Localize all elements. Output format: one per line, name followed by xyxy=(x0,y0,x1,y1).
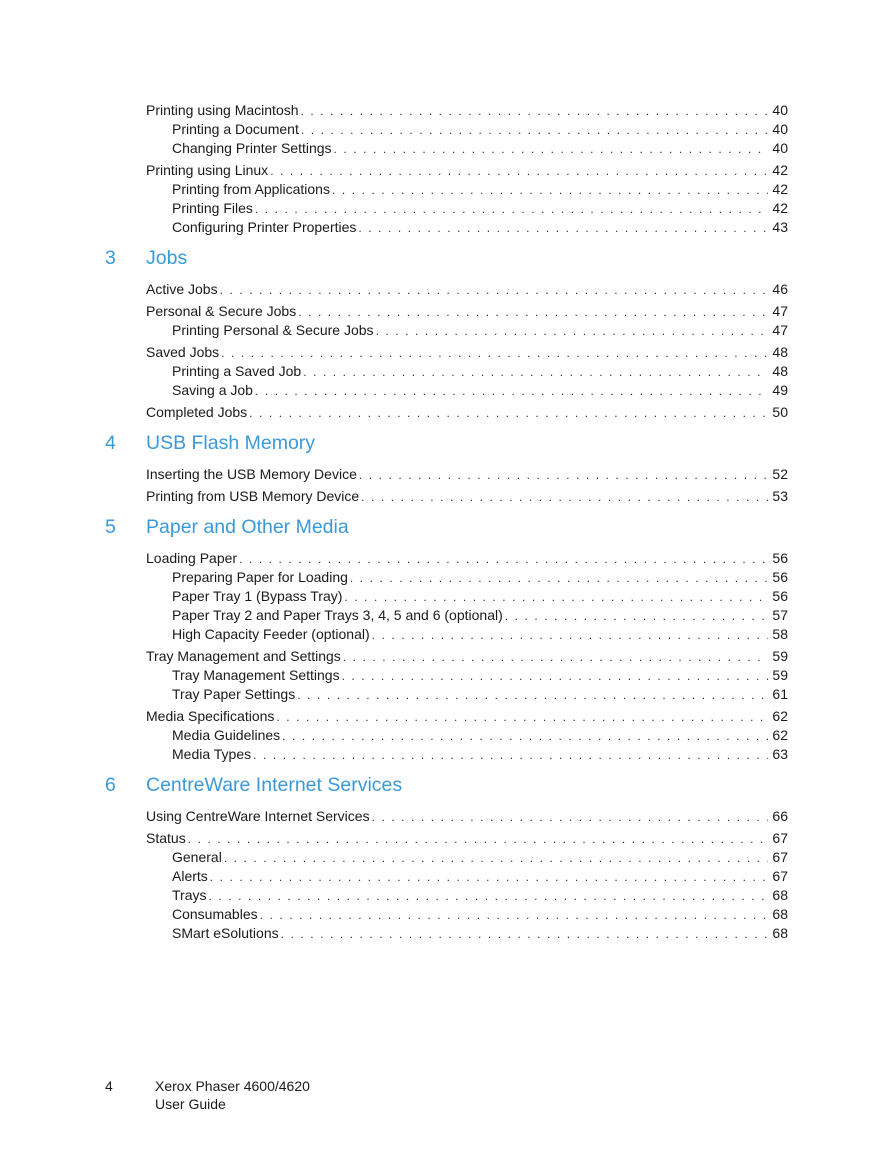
chapter-number: 4 xyxy=(105,432,116,454)
dot-leader xyxy=(301,121,769,139)
dot-leader xyxy=(334,140,769,158)
toc-entry-page: 42 xyxy=(772,181,788,197)
dot-leader xyxy=(303,363,768,381)
dot-leader xyxy=(372,626,769,644)
dot-leader xyxy=(270,162,768,180)
dot-leader xyxy=(260,906,769,924)
toc-entry-title: Saved Jobs xyxy=(146,344,220,360)
toc-entry[interactable] xyxy=(105,302,788,321)
toc-entry[interactable] xyxy=(105,647,788,666)
toc-entry-title: Consumables xyxy=(172,906,258,922)
dot-leader xyxy=(239,550,768,568)
dot-leader xyxy=(297,686,768,704)
toc-entry-page: 52 xyxy=(772,466,788,482)
footer-product-name: Xerox Phaser 4600/4620 xyxy=(155,1078,310,1094)
toc-subentry[interactable] xyxy=(105,905,788,924)
dot-leader xyxy=(255,200,769,218)
dot-leader xyxy=(359,466,769,484)
toc-entry-title: High Capacity Feeder (optional) xyxy=(172,626,370,642)
toc-entry-page: 58 xyxy=(772,626,788,642)
toc-entry-page: 50 xyxy=(772,404,788,420)
toc-entry-page: 57 xyxy=(772,607,788,623)
toc-subentry[interactable] xyxy=(105,924,788,943)
toc-entry-title: Media Guidelines xyxy=(172,727,281,743)
toc-entry-title: Saving a Job xyxy=(172,382,253,398)
chapter-title: Jobs xyxy=(146,247,188,269)
dot-leader xyxy=(298,303,768,321)
toc-entry-title: Paper Tray 2 and Paper Trays 3, 4, 5 and 6 (optional) xyxy=(172,607,503,623)
toc-subentry[interactable] xyxy=(105,321,788,340)
table-of-contents xyxy=(105,98,788,943)
toc-entry-page: 59 xyxy=(772,648,788,664)
dot-leader xyxy=(253,746,768,764)
toc-entry[interactable] xyxy=(105,403,788,422)
toc-entry-title: General xyxy=(172,849,222,865)
chapter-number: 6 xyxy=(105,774,116,796)
toc-entry-title: Using CentreWare Internet Services xyxy=(146,808,370,824)
toc-entry-page: 43 xyxy=(772,219,788,235)
toc-entry-page: 42 xyxy=(772,162,788,178)
toc-entry-page: 63 xyxy=(772,746,788,762)
toc-entry[interactable] xyxy=(105,807,788,826)
toc-entry-title: Tray Management and Settings xyxy=(146,648,341,664)
toc-subentry[interactable] xyxy=(105,848,788,867)
toc-entry-title: Preparing Paper for Loading xyxy=(172,569,348,585)
dot-leader xyxy=(344,588,768,606)
toc-subentry[interactable] xyxy=(105,685,788,704)
toc-entry-page: 56 xyxy=(772,588,788,604)
toc-subentry[interactable] xyxy=(105,381,788,400)
toc-entry-page: 68 xyxy=(772,887,788,903)
toc-entry-page: 46 xyxy=(772,281,788,297)
toc-entry-page: 56 xyxy=(772,569,788,585)
footer-page-number: 4 xyxy=(105,1078,113,1094)
chapter-title: USB Flash Memory xyxy=(146,432,316,454)
dot-leader xyxy=(221,344,768,362)
toc-entry[interactable] xyxy=(105,707,788,726)
toc-entry-page: 56 xyxy=(772,550,788,566)
dot-leader xyxy=(376,322,769,340)
chapter-title: CentreWare Internet Services xyxy=(146,774,403,796)
chapter-title: Paper and Other Media xyxy=(146,516,349,538)
chapter-heading[interactable] xyxy=(105,245,788,271)
toc-subentry[interactable] xyxy=(105,726,788,745)
dot-leader xyxy=(281,925,769,943)
dot-leader xyxy=(276,708,768,726)
chapter-heading[interactable] xyxy=(105,772,788,798)
toc-entry-page: 67 xyxy=(772,849,788,865)
toc-entry[interactable] xyxy=(105,280,788,299)
dot-leader xyxy=(361,488,768,506)
toc-entry-page: 47 xyxy=(772,322,788,338)
toc-subentry[interactable] xyxy=(105,199,788,218)
toc-entry-page: 62 xyxy=(772,727,788,743)
toc-entry-title: Tray Management Settings xyxy=(172,667,340,683)
dot-leader xyxy=(188,830,769,848)
toc-subentry[interactable] xyxy=(105,568,788,587)
toc-entry-title: Printing Personal & Secure Jobs xyxy=(172,322,374,338)
toc-entry-page: 47 xyxy=(772,303,788,319)
toc-entry[interactable] xyxy=(105,829,788,848)
dot-leader xyxy=(505,607,769,625)
toc-entry-title: Printing a Saved Job xyxy=(172,363,302,379)
chapter-number: 3 xyxy=(105,247,116,269)
toc-entry-page: 61 xyxy=(772,686,788,702)
toc-entry-title: Alerts xyxy=(172,868,208,884)
toc-entry-page: 67 xyxy=(772,830,788,846)
toc-entry-page: 66 xyxy=(772,808,788,824)
toc-subentry[interactable] xyxy=(105,745,788,764)
toc-entry-page: 67 xyxy=(772,868,788,884)
toc-entry-page: 48 xyxy=(772,344,788,360)
toc-entry-title: Active Jobs xyxy=(146,281,218,297)
dot-leader xyxy=(372,808,769,826)
toc-entry-title: Completed Jobs xyxy=(146,404,248,420)
dot-leader xyxy=(249,404,768,422)
toc-entry-title: Tray Paper Settings xyxy=(172,686,296,702)
toc-entry-title: Printing using Linux xyxy=(146,162,269,178)
toc-entry[interactable] xyxy=(105,549,788,568)
footer-doc-info xyxy=(155,1077,310,1113)
dot-leader xyxy=(210,868,769,886)
chapter-heading[interactable] xyxy=(105,514,788,540)
toc-entry-page: 40 xyxy=(772,102,788,118)
dot-leader xyxy=(301,102,769,120)
toc-entry-title: Trays xyxy=(172,887,207,903)
toc-subentry[interactable] xyxy=(105,362,788,381)
dot-leader xyxy=(342,667,769,685)
toc-entry-title: Status xyxy=(146,830,186,846)
toc-subentry[interactable] xyxy=(105,180,788,199)
toc-entry-page: 40 xyxy=(772,121,788,137)
toc-entry-page: 53 xyxy=(772,488,788,504)
toc-entry[interactable] xyxy=(105,465,788,484)
toc-entry-title: Printing from USB Memory Device xyxy=(146,488,360,504)
toc-entry-title: Loading Paper xyxy=(146,550,238,566)
toc-entry-page: 62 xyxy=(772,708,788,724)
toc-entry-title: Printing Files xyxy=(172,200,253,216)
toc-entry-title: Changing Printer Settings xyxy=(172,140,332,156)
toc-subentry[interactable] xyxy=(105,606,788,625)
toc-entry[interactable] xyxy=(105,487,788,506)
dot-leader xyxy=(343,648,769,666)
toc-entry[interactable] xyxy=(105,343,788,362)
toc-entry-title: Personal & Secure Jobs xyxy=(146,303,297,319)
toc-entry-title: SMart eSolutions xyxy=(172,925,279,941)
toc-entry-title: Inserting the USB Memory Device xyxy=(146,466,357,482)
toc-subentry[interactable] xyxy=(105,625,788,644)
toc-subentry[interactable] xyxy=(105,218,788,237)
toc-entry-page: 40 xyxy=(772,140,788,156)
dot-leader xyxy=(332,181,768,199)
toc-entry[interactable] xyxy=(105,161,788,180)
toc-subentry[interactable] xyxy=(105,666,788,685)
toc-entry-title: Media Specifications xyxy=(146,708,275,724)
toc-entry-title: Printing a Document xyxy=(172,121,299,137)
toc-entry-page: 42 xyxy=(772,200,788,216)
toc-subentry[interactable] xyxy=(105,886,788,905)
toc-entry-page: 59 xyxy=(772,667,788,683)
dot-leader xyxy=(350,569,769,587)
dot-leader xyxy=(224,849,769,867)
toc-entry-page: 68 xyxy=(772,925,788,941)
toc-entry-page: 48 xyxy=(772,363,788,379)
toc-entry-title: Media Types xyxy=(172,746,252,762)
chapter-heading[interactable] xyxy=(105,430,788,456)
toc-entry[interactable] xyxy=(105,101,788,120)
dot-leader xyxy=(255,382,768,400)
toc-entry-title: Printing using Macintosh xyxy=(146,102,299,118)
dot-leader xyxy=(282,727,768,745)
toc-subentry[interactable] xyxy=(105,139,788,158)
toc-entry-title: Configuring Printer Properties xyxy=(172,219,357,235)
toc-subentry[interactable] xyxy=(105,120,788,139)
dot-leader xyxy=(358,219,768,237)
toc-entry-page: 49 xyxy=(772,382,788,398)
toc-entry-title: Paper Tray 1 (Bypass Tray) xyxy=(172,588,343,604)
dot-leader xyxy=(208,887,768,905)
page-footer xyxy=(105,1077,310,1113)
toc-entry-title: Printing from Applications xyxy=(172,181,330,197)
dot-leader xyxy=(220,281,769,299)
toc-subentry[interactable] xyxy=(105,587,788,606)
footer-doc-title: User Guide xyxy=(155,1096,226,1112)
toc-subentry[interactable] xyxy=(105,867,788,886)
toc-entry-page: 68 xyxy=(772,906,788,922)
chapter-number: 5 xyxy=(105,516,116,538)
